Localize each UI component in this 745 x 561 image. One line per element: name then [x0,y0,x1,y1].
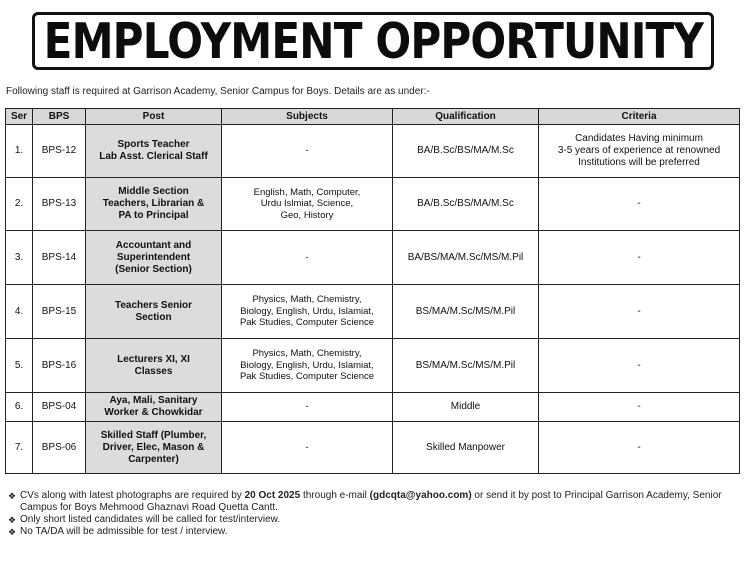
cell-bps: BPS-15 [33,285,86,339]
post-line: Carpenter) [128,453,179,465]
note-text: or send it by post to Principal Garrison Academy, Senior Campus for Boys Mehmood Ghaznavi Road Quetta Cantt. [20,490,722,513]
cell-bps: BPS-14 [33,231,86,285]
title-banner [32,12,714,70]
subjects-line: Pak Studies, Computer Science [239,371,375,383]
cell-criteria [539,393,740,422]
column-header-ser: Ser [6,109,33,125]
cell-subjects [222,125,393,178]
cell-subjects [222,178,393,231]
diamond-bullet-icon: ❖ [8,515,17,525]
page-title: EMPLOYMENT OPPORTUNITY [43,12,703,70]
contact-email: (gdcqta@yahoo.com) [369,490,472,501]
cell-criteria [539,231,740,285]
criteria-line: Institutions will be preferred [578,157,700,168]
table-row [6,178,740,231]
subjects-line: - [305,401,309,413]
subjects-line: English, Math, Computer, [253,186,361,198]
cell-post [86,339,222,393]
cell-qualification: Middle [393,393,539,422]
table-row [6,285,740,339]
cell-qualification: BA/B.Sc/BS/MA/M.Sc [393,178,539,231]
diamond-bullet-icon: ❖ [8,491,17,501]
note-item [8,514,740,526]
cell-criteria [539,125,740,178]
column-header-bps: BPS [33,109,86,125]
cell-criteria [539,339,740,393]
note-text: Only short listed candidates will be called for test/interview. [20,514,281,525]
table-row [6,339,740,393]
post-line: Section [135,311,172,323]
column-header-subjects: Subjects [222,109,393,125]
table-header-row [6,109,740,125]
cell-ser: 4. [6,285,33,339]
column-header-qualification: Qualification [393,109,539,125]
subjects-line: Pak Studies, Computer Science [239,317,375,329]
cell-ser: 7. [6,422,33,474]
subjects-line: - [305,441,309,453]
cell-subjects [222,231,393,285]
table-row [6,231,740,285]
criteria-line: - [637,401,641,412]
cell-qualification: BS/MA/M.Sc/MS/M.Pil [393,339,539,393]
note-item [8,490,740,514]
criteria-line: 3-5 years of experience at renowned [557,145,721,156]
post-line: Skilled Staff (Plumber, [100,429,207,441]
subjects-line: Physics, Math, Chemistry, [252,294,362,306]
vacancy-table [5,108,740,474]
post-line: Accountant and [115,239,192,251]
cell-bps: BPS-13 [33,178,86,231]
diamond-bullet-icon: ❖ [8,527,17,537]
cell-post [86,285,222,339]
cell-subjects [222,285,393,339]
cell-subjects [222,393,393,422]
post-line: Teachers Senior [114,299,193,311]
note-text: No TA/DA will be admissible for test / interview. [20,526,228,537]
cell-ser: 2. [6,178,33,231]
post-line: Driver, Elec, Mason & [102,441,205,453]
cell-ser: 1. [6,125,33,178]
post-line: Lab Asst. Clerical Staff [99,151,208,162]
cell-qualification: BA/B.Sc/BS/MA/M.Sc [393,125,539,178]
criteria-line: - [637,305,641,317]
cell-post [86,422,222,474]
cell-criteria [539,178,740,231]
post-line: Superintendent [116,251,191,263]
note-item [8,526,740,538]
table-row [6,422,740,474]
subjects-line: Physics, Math, Chemistry, [252,348,362,360]
cell-qualification: BS/MA/M.Sc/MS/M.Pil [393,285,539,339]
post-line: Worker & Chowkidar [104,407,203,418]
table-row [6,393,740,422]
note-text: through e-mail [300,490,370,501]
cell-bps: BPS-06 [33,422,86,474]
note-text: CVs along with latest photographs are required by [20,490,245,501]
cell-qualification: Skilled Manpower [393,422,539,474]
cell-post [86,231,222,285]
post-line: PA to Principal [118,210,189,221]
criteria-line: - [637,441,641,453]
criteria-line: - [637,198,641,209]
cell-post [86,178,222,231]
table-row [6,125,740,178]
cell-post [86,125,222,178]
subjects-line: Biology, English, Urdu, Islamiat, [240,359,374,371]
cell-bps: BPS-12 [33,125,86,178]
intro-text: Following staff is required at Garrison Academy, Senior Campus for Boys. Details are as under:- [6,86,430,97]
post-line: Sports Teacher [117,139,190,150]
cell-post [86,393,222,422]
post-line: Classes [134,365,173,377]
cell-qualification: BA/BS/MA/M.Sc/MS/M.Pil [393,231,539,285]
cell-ser: 3. [6,231,33,285]
criteria-line: - [637,359,641,371]
criteria-line: Candidates Having minimum [575,133,703,144]
post-line: Teachers, Librarian & [102,198,205,209]
subjects-line: Urdu Islmiat, Science, [260,198,354,210]
post-line: Lecturers XI, XI [117,353,190,365]
cell-bps: BPS-04 [33,393,86,422]
subjects-line: Geo, History [280,209,334,221]
cell-criteria [539,422,740,474]
criteria-line: - [637,251,641,263]
cell-ser: 6. [6,393,33,422]
subjects-line: Biology, English, Urdu, Islamiat, [240,305,374,317]
cell-bps: BPS-16 [33,339,86,393]
subjects-line: - [305,251,309,263]
post-line: Middle Section [118,186,189,197]
cell-criteria [539,285,740,339]
post-line: Aya, Mali, Sanitary [109,395,198,406]
column-header-post: Post [86,109,222,125]
deadline-date: 20 Oct 2025 [244,490,301,501]
cell-subjects [222,422,393,474]
subjects-line: - [305,145,309,157]
cell-subjects [222,339,393,393]
notes-section [8,490,740,538]
post-line: (Senior Section) [115,263,192,275]
cell-ser: 5. [6,339,33,393]
column-header-criteria: Criteria [539,109,740,125]
